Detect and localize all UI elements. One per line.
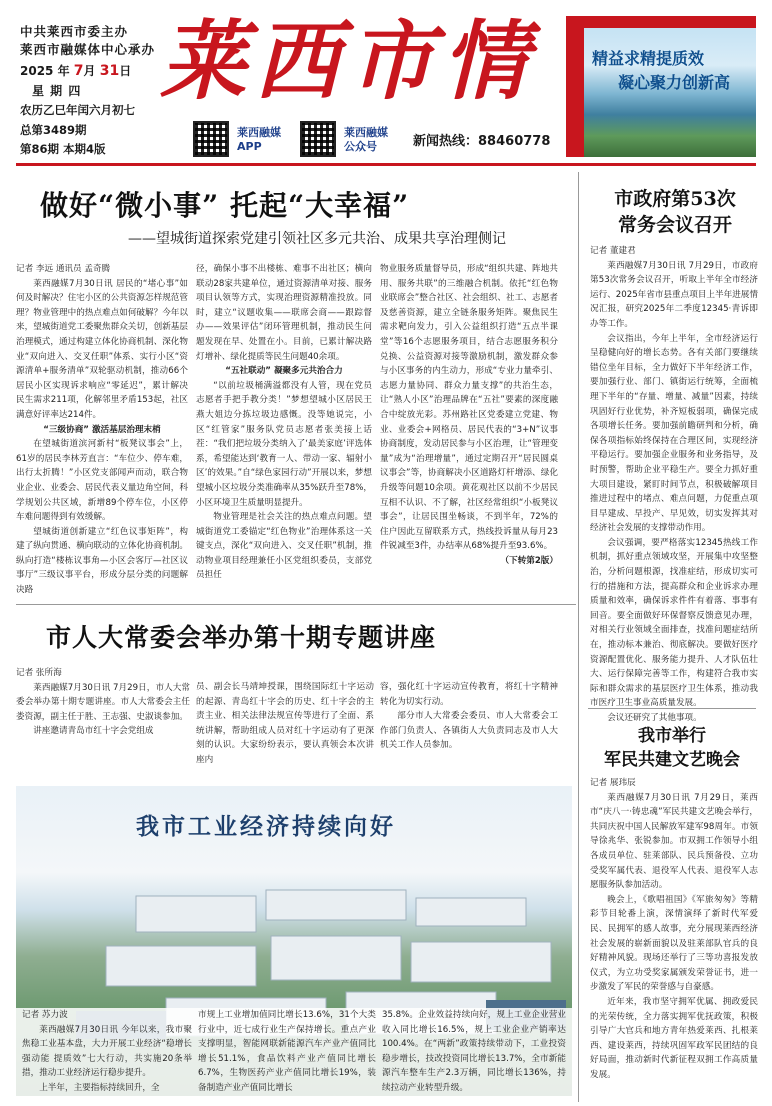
masthead-rule	[16, 163, 756, 166]
right-divider	[588, 708, 756, 709]
industry-headline: 我市工业经济持续向好	[136, 813, 396, 840]
industry-column-1	[22, 1008, 192, 1100]
lead-column-1	[16, 262, 188, 596]
lunar-date: 农历乙巳年闰六月初七	[20, 103, 135, 117]
lead-headline: 做好“微小事” 托起“大幸福”	[40, 189, 410, 222]
masthead-title: 莱西市情	[160, 11, 536, 112]
hotline: 新闻热线：88460778	[413, 134, 551, 149]
gala-body	[590, 776, 758, 1102]
lead-paragraph: “以前垃圾桶满溢都没有人管，现在党员志愿者手把手教分类！”梦想望城小区居民王燕大姐边分拣垃圾边感慨。没等她说完，小区“红管家”服务队党员志愿者张美接上话茬：“我们把垃圾分类纳入了‘最美家庭’评选体系，希望能达到‘教育一人、带动一家、辐射小区’的效果。”自“绿色家园行动”开展以来，梦想望城小区垃圾分类准确率从35%跃升至78%，小区环境卫生质量明显提升。	[196, 380, 372, 508]
gala-headline: 我市举行 军民共建文艺晚会	[604, 726, 740, 770]
column-divider	[578, 172, 579, 1102]
banner-red-stripe	[566, 16, 584, 157]
npc-headline: 市人大常委会举办第十期专题讲座	[46, 623, 437, 652]
weekday: 星 期 四	[32, 84, 82, 98]
banner-photo	[566, 16, 756, 157]
exec-meeting-byline: 记者 董建君	[590, 246, 636, 256]
banner-line-1: 精益求精提质效	[592, 49, 705, 68]
gala-byline: 记者 展玮辰	[590, 778, 636, 788]
npc-column-3	[380, 680, 558, 778]
lead-subheading: “五社联动” 凝聚多元共治合力	[225, 366, 343, 377]
section-divider	[16, 604, 576, 605]
exec-meeting-paragraph: 会议还研究了其他事项。	[607, 713, 702, 723]
exec-meeting-paragraph: 会议强调，要严格落实12345热线工作机制，抓好重点领域攻坚，开展集中攻坚整治，分析问题根源，找准症结，形成切实可行的措施和方法，提高群众和企业诉求办理质量和效率，确保诉求件件有着落、事事有回音。要全面做好环保督察反馈意见办理，对相关行业领域全面排查，找准问题症结所在，推动标本兼治、彻底解决。要做好医疗资源配置优化、服务能力提升、人才队伍壮大、运行保障完善等工作，构建符合我市实际和群众需求的基层医疗卫生体系，推动我市医疗卫生事业高质量发展。	[590, 537, 758, 709]
app-qr-code[interactable]	[193, 121, 229, 157]
banner-line-2: 凝心聚力创新高	[618, 73, 731, 92]
sponsor-line-2: 莱西市融媒体中心承办	[20, 42, 156, 57]
lead-byline: 记者 李远 通讯员 孟奇腾	[16, 264, 111, 274]
lead-paragraph: 物业管理是社会关注的热点难点问题。望城街道党工委锚定“红色物业”治理体系这一关键支点，深化“双向进入、交叉任职”机制，推动物业项目经理兼任小区党组织委员，支部党员担任	[196, 512, 372, 581]
lead-subhead: ——望城街道探索党建引领社区多元共治、成果共享治理侧记	[128, 231, 506, 247]
gala-paragraph: 近年来，我市坚守拥军优属、拥政爱民的光荣传统，全力落实拥军优抚政策，积极引导广大官兵和地方青年热爱莱西、扎根莱西、建设莱西，持续巩固军政军民团结的良好局面，推动新时代新征程双拥工作高质量发展。	[590, 996, 758, 1080]
industry-paragraph: 上半年，主要指标持续回升，全	[39, 1082, 160, 1093]
industry-column-2	[198, 1008, 376, 1100]
issue-date: 2025 年 7月 31日	[20, 63, 132, 79]
sponsor-line-1: 中共莱西市委主办	[20, 24, 129, 39]
exec-meeting-paragraph: 莱西融媒7月30日讯 7月29日，市政府第53次常务会议召开，听取上半年全市经济运行、2025年省市县重点项目上半年进展情况汇报，研究2025年二季度12345·青诉即办等工作。	[590, 260, 758, 329]
issue-line: 第86期 本期4版	[20, 142, 106, 156]
wechat-label: 莱西融媒 公众号	[344, 126, 388, 153]
npc-column-2	[196, 680, 374, 778]
npc-paragraph: 讲座邀请青岛市红十字会党组成	[33, 726, 154, 737]
wechat-qr-code[interactable]	[300, 121, 336, 157]
exec-meeting-paragraph: 会议指出，今年上半年，全市经济运行呈稳健向好的增长态势。各有关部门要继续错位坐年目标，全力做好下半年经济工作，要加强行业、部门、镇街运行统筹，全面梳理下半年的“存量、增量、减量”因素，持续巩固好行业优势，补齐短板弱项，确保完成各项增长任务。要加强前瞻研判和分析，确保各项指标始终保持在合理区间，实现经济平稳运行。要加强企业服务和业务指导，及时预警，帮助企业平稳生产。要全力抓好重大项目建设，紧盯时间节点，积极破解项目推进过程中的堵点、难点问题，力促重点项目早建成、早投产、早见效，切实发挥其对经济社会发展的支撑带动作用。	[590, 333, 758, 534]
npc-paragraph: 部分市人大常委会委员、市人大常委会工作部门负责人、各镇街人大负责同志及市人大机关工作人员参加。	[380, 711, 558, 751]
industry-paragraph: 市规上工业增加值同比增长13.6%，31个大类行业中，近七成行业生产保持增长。重点产业支撑明显，智能网联新能源汽车产业产值同比增长51.1%，食品饮料产业产值同比增长6.7%，生物医药产业产值同比增长19%，装备制造产业产值同比增长	[198, 1010, 376, 1093]
lead-paragraph: 望城街道创新建立“红色议事矩阵”，构建了纵向贯通、横向联动的立体化协商机制。纵向打造“楼栋议事角—小区会客厅—社区议事厅”三级议事平台，形成分层分类的问题解决路	[16, 526, 188, 596]
industry-column-3	[382, 1008, 566, 1100]
lead-subheading: “三级协商” 激活基层治理末梢	[43, 424, 161, 435]
npc-column-1	[16, 666, 190, 778]
gala-paragraph: 莱西融媒7月30日讯 7月29日，莱西市“庆八一·铸忠魂”军民共建文艺晚会举行，共同庆祝中国人民解放军建军98周年。市领导徐兆华、张锐参加。市双拥工作领导小组各成员单位、驻莱部队、民兵预备役、立功受奖军属代表、退役军人代表、退役军人志愿服务队参加活动。	[590, 792, 758, 891]
banner-top-stripe	[566, 16, 756, 28]
industry-byline: 记者 苏力波	[22, 1010, 68, 1020]
npc-paragraph: 员、副会长马靖坤授课，围绕国际红十字运动的起源、青岛红十字会的历史、红十字会的主责主业、相关法律法规宣传等进行了全面、系统讲解，帮助组成人员对红十字运动有了更深刻的认识。大家纷纷表示，要认真领会本次讲座内	[196, 682, 374, 765]
continued-note: （下转第2版）	[500, 555, 558, 566]
total-issue: 总第3489期	[20, 123, 87, 137]
lead-paragraph: 在望城街道滨河新村“板凳议事会”上，61岁的居民李林芳直言：“车位少、停车难，出行太折腾！”小区党支部闻声而动，联合物业企业、业委会、居民代表义量边角空间，科学规划公共区域，新增89个停车位，小区停车难问题得到有效缓解。	[16, 439, 188, 523]
lead-column-3	[380, 262, 558, 590]
app-label: 莱西融媒 APP	[237, 126, 281, 153]
lead-paragraph: 物业服务质量督导员，形成“组织共建、阵地共用、服务共联”的三维融合机制。依托“红色物业联席会”整合社区、社会组织、社工、志愿者及慈善资源，建立全链条服务矩阵。聚焦民生需求靶向发力，引入公益组织打造“五点半课堂”等16个志愿服务项目，结合志愿服务积分兑换、公益资源对接等激励机制，激发群众参与小区事务的内生动力，形成“专业力量牵引、志愿力量协同、群众力量支撑”的共治生态，让“熟人小区”治理品牌在“五社”要素的深度融合中绽放光彩。苏州路社区党委建立党建、物业、业委会+网格员、居民代表的“3+N”议事协商制度，发动居民参与小区治理，让“管理变量”成为“治理增量”，通过定期召开“居民圆桌议事会”等，协商解决小区道路灯杆增添、绿化升级等问题10余项。黄花观社区以前不少居民互相不认识、不了解，社区经常组织“小板凳议事会”，让居民围坐畅谈，不到半年，72%的住户因此互留联系方式，热线投诉量从每月23件锐减至3件，办结率从68%提升至93.6%。	[380, 264, 558, 552]
lead-column-2	[196, 262, 372, 590]
lead-paragraph: 莱西融媒7月30日讯 居民的“堵心事”如何及时解决？住宅小区的公共资源怎样规范管理？物业管理中的热点难点如何破解？今年以来，望城街道党工委聚焦群众关切，创新基层治理模式，通过构建立体化协商机制、深化物业“双向进入、交叉任职”体系、实行小区“资源清单+服务清单”双轮驱动机制，推动66个居民小区实现诉求响应“零延迟”，累计解决民生需求211项，化解邻里矛盾153起，社区满意好评率达214件。	[16, 278, 188, 420]
npc-byline: 记者 张所海	[16, 668, 62, 678]
exec-meeting-body	[590, 244, 758, 723]
lead-paragraph: 径，确保小事不出楼栋、难事不出社区；横向联动28家共建单位，通过资源清单对接、服务项目认领等方式，实现治理资源精准投放。同时，建立“议题收集——联席会商——跟踪督办——效果评估”闭环管理机制，推动民生问题发现在早、处置在小。目前，已累计解决路灯增补、绿化提质等民生问题40余项。	[196, 264, 372, 362]
industry-paragraph: 35.8%。企业效益持续向好，规上工业企业营业收入同比增长16.5%，规上工业企业产销率达100.4%。在“两新”政策持续带动下，工业投资稳步增长，技改投资同比增长13.7%，全市新能源汽车整车生产2.3万辆，同比增长136%，持续拉动产业转型升级。	[382, 1010, 566, 1093]
npc-paragraph: 莱西融媒7月30日讯 7月29日，市人大常委会举办第十期专题讲座。市人大常委会主任娄资源，副主任于胜、王志强、史淑谈参加。	[16, 682, 190, 722]
gala-paragraph: 晚会上，《歌唱祖国》《军旅匆匆》等精彩节目轮番上演，深情演绎了新时代军爱民、民拥军的感人故事，充分展现莱西经济社会发展的崭新面貌以及驻莱部队官兵的良好精神风貌。现场还举行了三等功喜报发放仪式，为立功受奖家属颁发荣誉证书，进一步激发了军民的荣誉感与自豪感。	[590, 894, 758, 993]
exec-meeting-headline: 市政府第53次 常务会议召开	[614, 188, 736, 236]
npc-paragraph: 容，强化红十字运动宣传教育，将红十字精神转化为切实行动。	[380, 682, 558, 707]
industry-paragraph: 莱西融媒7月30日讯 今年以来，我市聚焦稳工业基本盘，大力开展工业经济“稳增长 强动能 提质效”七大行动，共实施20条举措，推动工业经济运行稳步提升。	[22, 1024, 192, 1079]
